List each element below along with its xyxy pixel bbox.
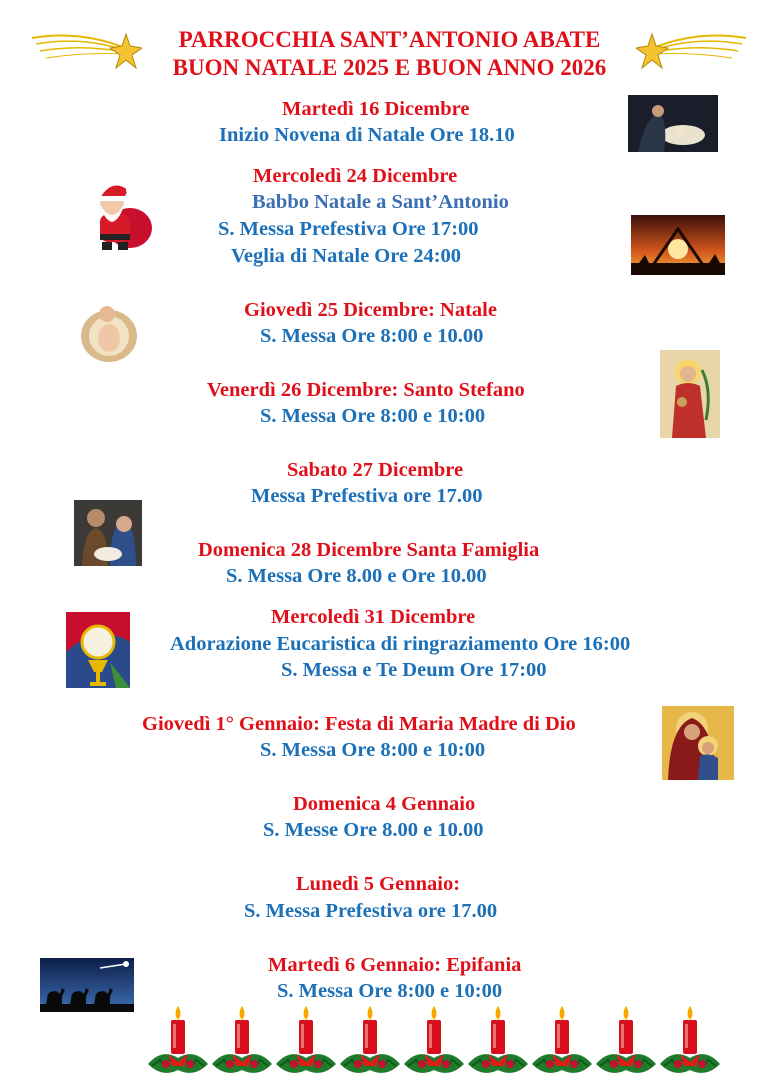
candles-border [146, 1004, 722, 1080]
madonna-icon [662, 706, 734, 780]
event-detail: S. Messe Ore 8.00 e 10.00 [263, 819, 484, 841]
event-day: Domenica 4 Gennaio [293, 793, 476, 815]
event-detail: S. Messa Ore 8:00 e 10.00 [260, 325, 484, 347]
santa-claus-icon [72, 176, 158, 254]
christmas-candle-icon [402, 1004, 466, 1080]
eucharist-chalice-icon [66, 612, 130, 688]
event-detail: Adorazione Eucaristica di ringraziamento Ore 16:00 [170, 633, 631, 655]
nativity-night-icon [628, 95, 718, 152]
header-title-line2: BUON NATALE 2025 E BUON ANNO 2026 [172, 55, 607, 80]
magi-camels-icon [40, 958, 134, 1012]
christmas-candle-icon [210, 1004, 274, 1080]
event-detail: S. Messa Ore 8:00 e 10:00 [260, 405, 486, 427]
shooting-star-left-icon [30, 24, 142, 72]
event-day: Martedì 16 Dicembre [282, 98, 470, 120]
event-detail: S. Messa Prefestiva Ore 17:00 [218, 218, 479, 240]
holy-family-icon [74, 500, 142, 566]
header-title-line1: PARROCCHIA SANT’ANTONIO ABATE [178, 27, 601, 52]
event-day: Giovedì 25 Dicembre: Natale [244, 299, 497, 321]
event-day: Lunedì 5 Gennaio: [296, 873, 461, 895]
christmas-candle-icon [466, 1004, 530, 1080]
event-day: Venerdì 26 Dicembre: Santo Stefano [207, 379, 525, 401]
event-day: Mercoledì 31 Dicembre [271, 606, 476, 628]
event-detail: S. Messa Ore 8:00 e 10:00 [277, 980, 503, 1002]
event-day: Mercoledì 24 Dicembre [253, 165, 458, 187]
event-detail: S. Messa Prefestiva ore 17.00 [244, 900, 498, 922]
event-detail: Veglia di Natale Ore 24:00 [231, 245, 462, 267]
event-day: Domenica 28 Dicembre Santa Famiglia [198, 539, 540, 561]
event-day: Sabato 27 Dicembre [287, 459, 464, 481]
event-detail: S. Messa e Te Deum Ore 17:00 [281, 659, 547, 681]
baby-jesus-icon [77, 292, 141, 367]
christmas-candle-icon [274, 1004, 338, 1080]
christmas-candle-icon [146, 1004, 210, 1080]
event-detail: Babbo Natale a Sant’Antonio [252, 191, 509, 213]
shooting-star-right-icon [636, 24, 748, 72]
saint-stephen-icon [660, 350, 720, 438]
event-detail: S. Messa Ore 8.00 e Ore 10.00 [226, 565, 487, 587]
nativity-stable-sunset-icon [631, 215, 725, 275]
christmas-candle-icon [338, 1004, 402, 1080]
event-day: Martedì 6 Gennaio: Epifania [268, 954, 522, 976]
christmas-candle-icon [594, 1004, 658, 1080]
event-detail: Inizio Novena di Natale Ore 18.10 [219, 124, 515, 146]
christmas-candle-icon [658, 1004, 722, 1080]
christmas-candle-icon [530, 1004, 594, 1080]
event-detail: S. Messa Ore 8:00 e 10:00 [260, 739, 486, 761]
event-day: Giovedì 1° Gennaio: Festa di Maria Madre di Dio [142, 713, 576, 735]
event-detail: Messa Prefestiva ore 17.00 [251, 485, 483, 507]
